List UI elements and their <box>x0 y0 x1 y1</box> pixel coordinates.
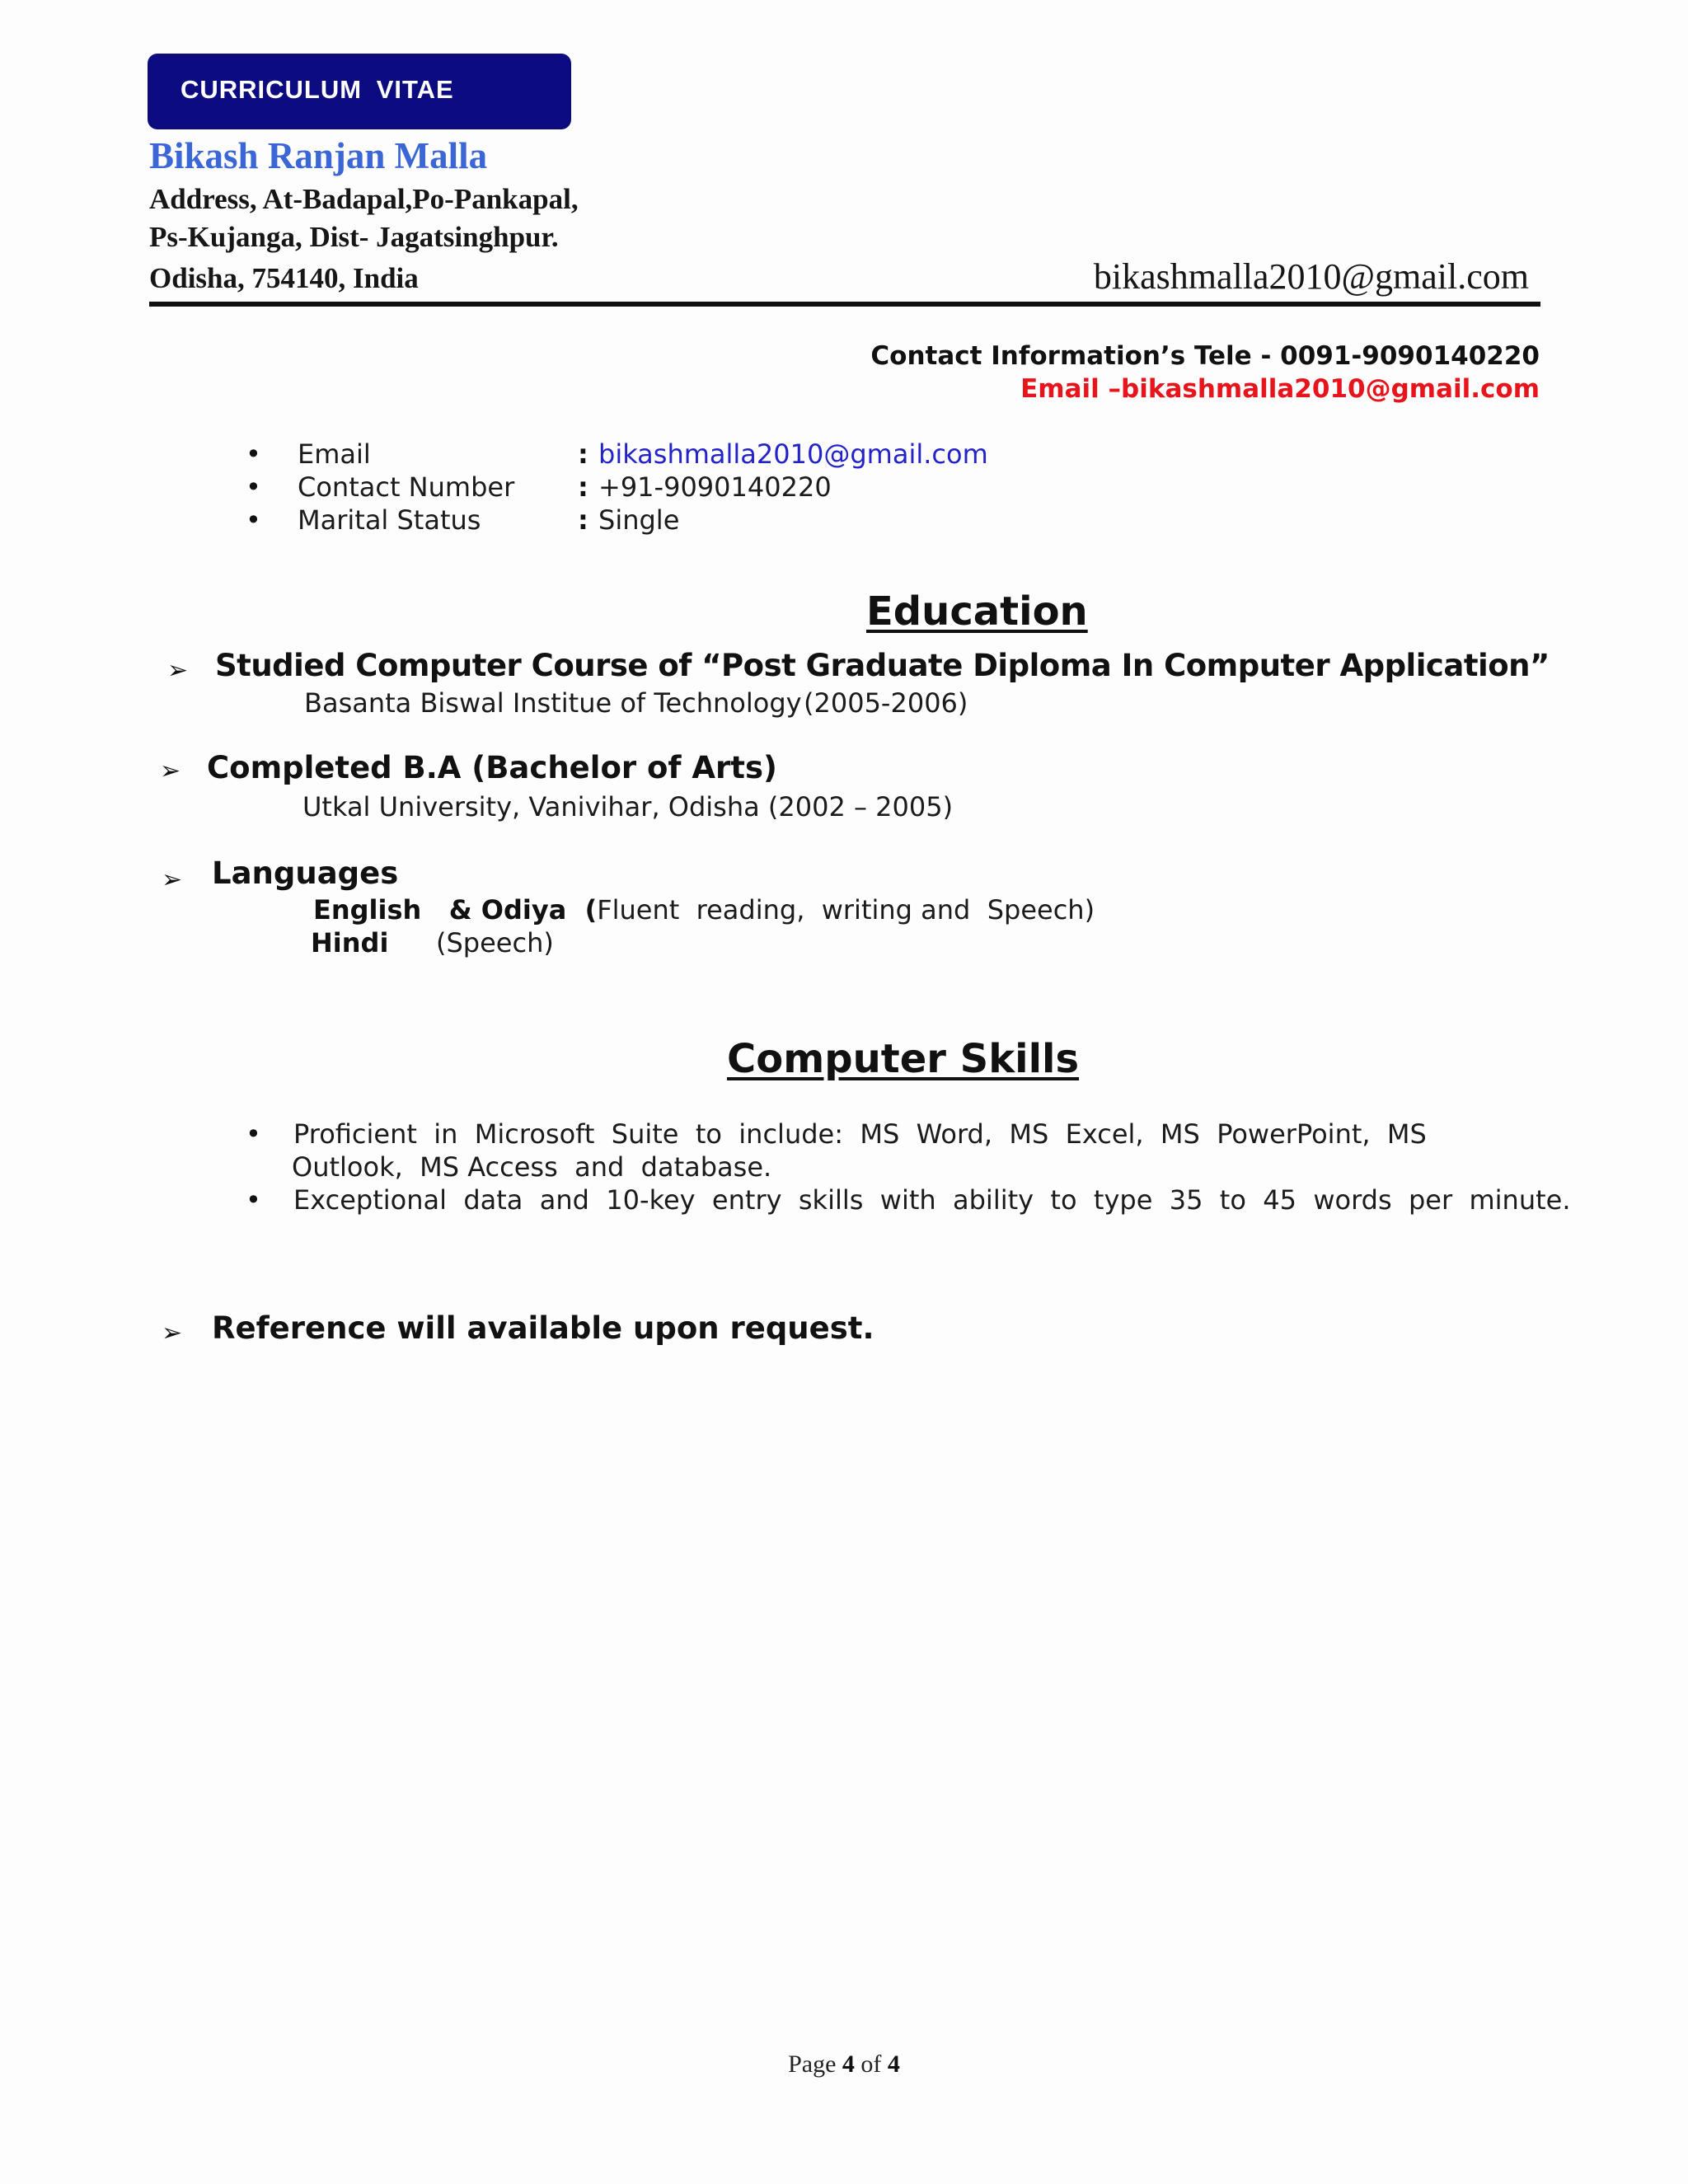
bullet-dot: • <box>246 1184 261 1216</box>
bullet-dot: • <box>246 504 261 536</box>
header-divider <box>149 302 1540 307</box>
skill-item-1-continued: Outlook, MS Access and database. <box>292 1151 772 1183</box>
page-prefix: Page <box>788 2050 842 2078</box>
languages-hindi-detail: (Speech) <box>436 927 554 958</box>
reference-note: Reference will available upon request. <box>212 1310 874 1346</box>
languages-hindi: Hindi <box>311 927 389 958</box>
colon-separator: : <box>578 438 588 470</box>
personal-email-label: Email <box>298 438 371 470</box>
languages-line-1 <box>313 894 1095 926</box>
education-item-2-institution: Utkal University, Vanivihar, Odisha (2002 – 2005) <box>302 791 954 823</box>
languages-english-odiya: English & Odiya ( <box>313 894 598 926</box>
colon-separator: : <box>578 471 588 503</box>
bullet-dot: • <box>246 471 261 503</box>
computer-skills-heading: Computer Skills <box>727 1036 1080 1082</box>
bullet-dot: • <box>246 1118 261 1150</box>
address-line-1: Address, At-Badapal,Po-Pankapal, <box>149 183 579 215</box>
page-of: of <box>854 2050 888 2078</box>
address-line-3: Odisha, 754140, India <box>149 262 419 294</box>
page-number <box>0 2050 1688 2079</box>
education-item-1-years: (2005-2006) <box>804 687 968 719</box>
arrow-bullet-icon: ➢ <box>160 757 181 785</box>
personal-phone-label: Contact Number <box>298 471 515 503</box>
page-current: 4 <box>842 2050 855 2078</box>
education-item-2-title: Completed B.A (Bachelor of Arts) <box>207 750 777 785</box>
languages-title: Languages <box>212 855 399 891</box>
languages-english-odiya-detail: Fluent reading, writing and Speech) <box>597 894 1095 926</box>
education-item-1-institution: Basanta Biswal Institue of Technology <box>304 687 802 719</box>
personal-marital-label: Marital Status <box>298 504 481 536</box>
contact-telephone: Contact Information’s Tele - 0091-9090140220 <box>870 341 1540 371</box>
personal-phone-value: +91-9090140220 <box>598 471 832 503</box>
personal-marital-value: Single <box>598 504 680 536</box>
personal-email-value: bikashmalla2010@gmail.com <box>598 438 988 470</box>
education-item-1-title: Studied Computer Course of “Post Graduate Diploma In Computer Application” <box>215 648 1550 683</box>
cv-badge <box>148 54 571 129</box>
skill-item-2: Exceptional data and 10-key entry skills with ability to type 35 to 45 words per minute. <box>293 1184 1571 1216</box>
arrow-bullet-icon: ➢ <box>162 865 183 894</box>
address-line-2: Ps-Kujanga, Dist- Jagatsinghpur. <box>149 221 559 253</box>
contact-email: Email –bikashmalla2010@gmail.com <box>1020 374 1540 404</box>
page-total: 4 <box>887 2050 900 2078</box>
education-heading: Education <box>866 588 1088 635</box>
cv-badge-label: CURRICULUM VITAE <box>181 75 454 104</box>
colon-separator: : <box>578 504 588 536</box>
header-email: bikashmalla2010@gmail.com <box>1093 256 1529 297</box>
arrow-bullet-icon: ➢ <box>167 656 189 685</box>
arrow-bullet-icon: ➢ <box>162 1319 183 1347</box>
candidate-name: Bikash Ranjan Malla <box>149 135 488 176</box>
skill-item-1: Proficient in Microsoft Suite to include: MS Word, MS Excel, MS PowerPoint, MS <box>293 1118 1427 1150</box>
bullet-dot: • <box>246 438 261 470</box>
